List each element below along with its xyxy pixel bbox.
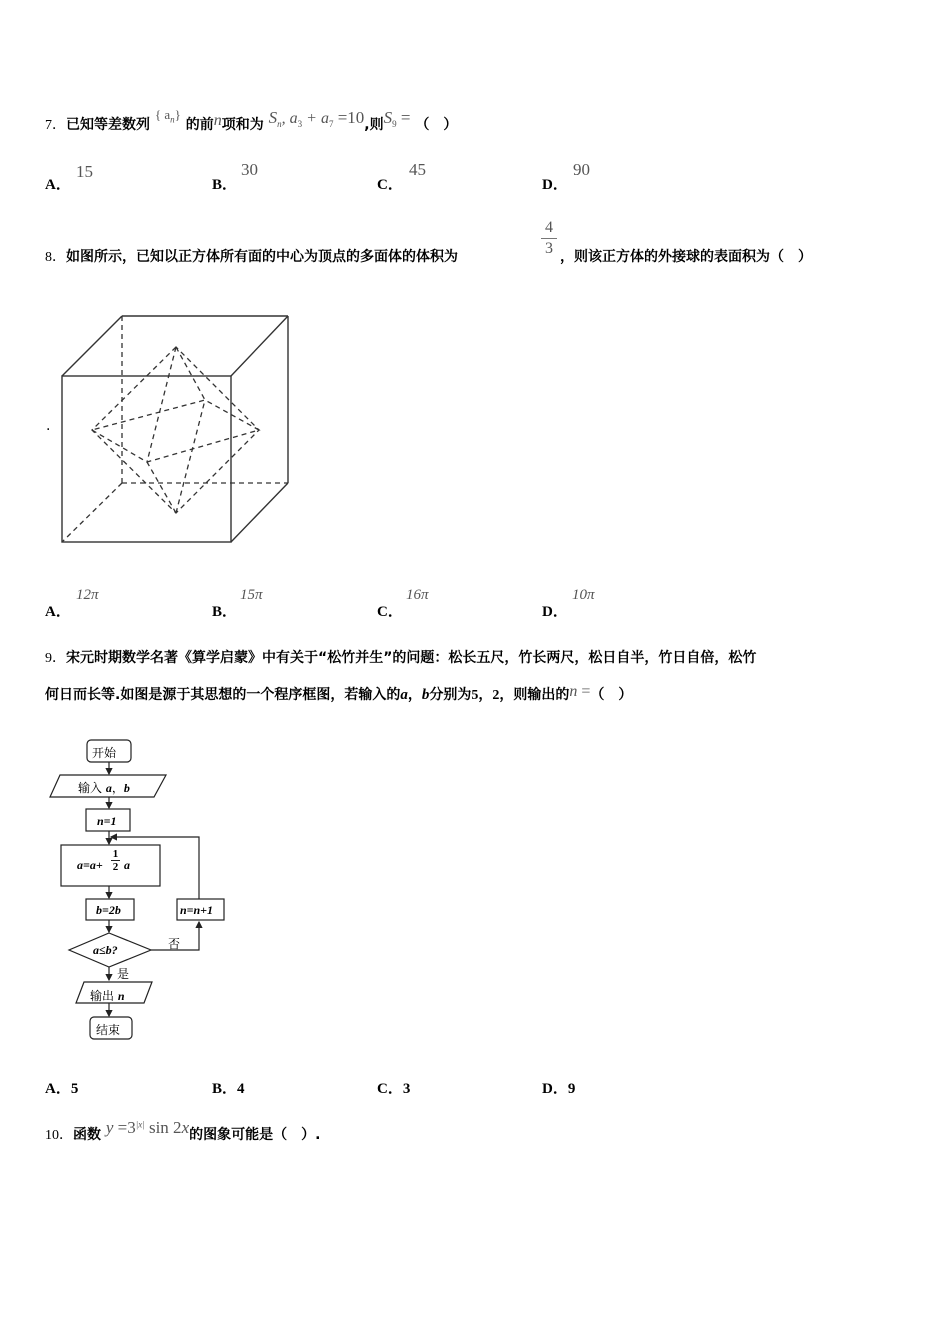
flowchart-lines xyxy=(40,730,240,1050)
question-9-line-1: 9．宋元时期数学名著《算学启蒙》中有关于“松竹并生”的问题：松长五尺，竹长两尺，松日自半，竹日自倍，松竹 xyxy=(45,650,757,666)
sequence-notation: { $a_n$} xyxy=(154,107,181,125)
flow-input-label: 输入 a，b xyxy=(78,781,130,795)
flow-start-label: 开始 xyxy=(92,746,117,760)
q7-option-c-value: 45 xyxy=(409,160,426,179)
flow-yes-label: 是 xyxy=(117,967,130,981)
q9-option-d[interactable]: D．9 xyxy=(542,1081,576,1097)
q8-option-c[interactable]: C． xyxy=(377,604,403,620)
flow-b-update-label: b=2b xyxy=(96,903,121,917)
question-8-stem-end: ，则该正方体的外接球的表面积为（ ） xyxy=(560,249,812,265)
question-9-line-2: 何日而长等.如图是源于其思想的一个程序框图，若输入的a，b分别为5，2，则输出的n =（ ） xyxy=(45,683,633,703)
question-10-stem: 10．函数 $y =3^{|x|}$ sin 2x的图象可能是（ ）. xyxy=(45,1118,321,1143)
q8-option-c-value: 16π xyxy=(406,587,429,603)
sum-condition: $S_n$, $a_3 + a_7 =10$ xyxy=(268,108,365,129)
function-expression: $y =3^{|x|}$ sin 2x xyxy=(105,1118,190,1137)
q7-option-a[interactable]: A． xyxy=(45,177,71,193)
flow-condition-label: a≤b? xyxy=(93,943,118,957)
q7-option-a-value: 15 xyxy=(76,162,93,181)
volume-fraction: 4 3 xyxy=(541,219,557,258)
q7-option-d[interactable]: D． xyxy=(542,177,568,193)
q7-option-b-value: 30 xyxy=(241,160,258,179)
q9-option-b[interactable]: B．4 xyxy=(212,1081,245,1097)
flow-end-label: 结束 xyxy=(96,1023,121,1037)
flow-assign-lhs: a=a+ xyxy=(77,858,103,872)
cube-octahedron-figure xyxy=(55,310,300,550)
q8-option-d[interactable]: D． xyxy=(542,604,568,620)
q7-option-d-value: 90 xyxy=(573,160,590,179)
q9-option-a[interactable]: A．5 xyxy=(45,1081,79,1097)
q7-option-c[interactable]: C． xyxy=(377,177,403,193)
q8-option-b[interactable]: B． xyxy=(212,604,238,620)
cube-edge-bottom-right xyxy=(231,483,288,542)
octahedron-equator xyxy=(92,400,259,462)
flow-no-label: 否 xyxy=(168,937,181,951)
q9-option-c[interactable]: C．3 xyxy=(377,1081,411,1097)
flow-init-label: n=1 xyxy=(97,814,117,828)
cube-edge-top-left xyxy=(62,316,122,376)
q7-option-b[interactable]: B． xyxy=(212,177,238,193)
flow-assign-fraction: 1 2 xyxy=(112,848,119,873)
q8-option-d-value: 10π xyxy=(572,587,595,603)
q8-option-b-value: 15π xyxy=(240,587,263,603)
q8-option-a[interactable]: A． xyxy=(45,604,71,620)
flow-n-update-label: n=n+1 xyxy=(180,903,214,917)
flow-assign-rhs: a xyxy=(124,858,130,872)
question-7-stem: 7．已知等差数列 { $a_n$} 的前n项和为 $S_n$, $a_3 + a_7 =10$,则$S_9$ = （ ） xyxy=(45,107,458,133)
figure-marker: . xyxy=(46,418,51,434)
s9-expression: $S_9$ = xyxy=(383,108,411,129)
q8-option-a-value: 12π xyxy=(76,587,99,603)
cube-edge-top-right xyxy=(231,316,288,376)
cube-hidden-diagonal-edge xyxy=(62,483,122,542)
flow-output-label: 输出 n xyxy=(90,989,125,1003)
question-8-stem: 8．如图所示，已知以正方体所有面的中心为顶点的多面体的体积为 xyxy=(45,249,458,265)
